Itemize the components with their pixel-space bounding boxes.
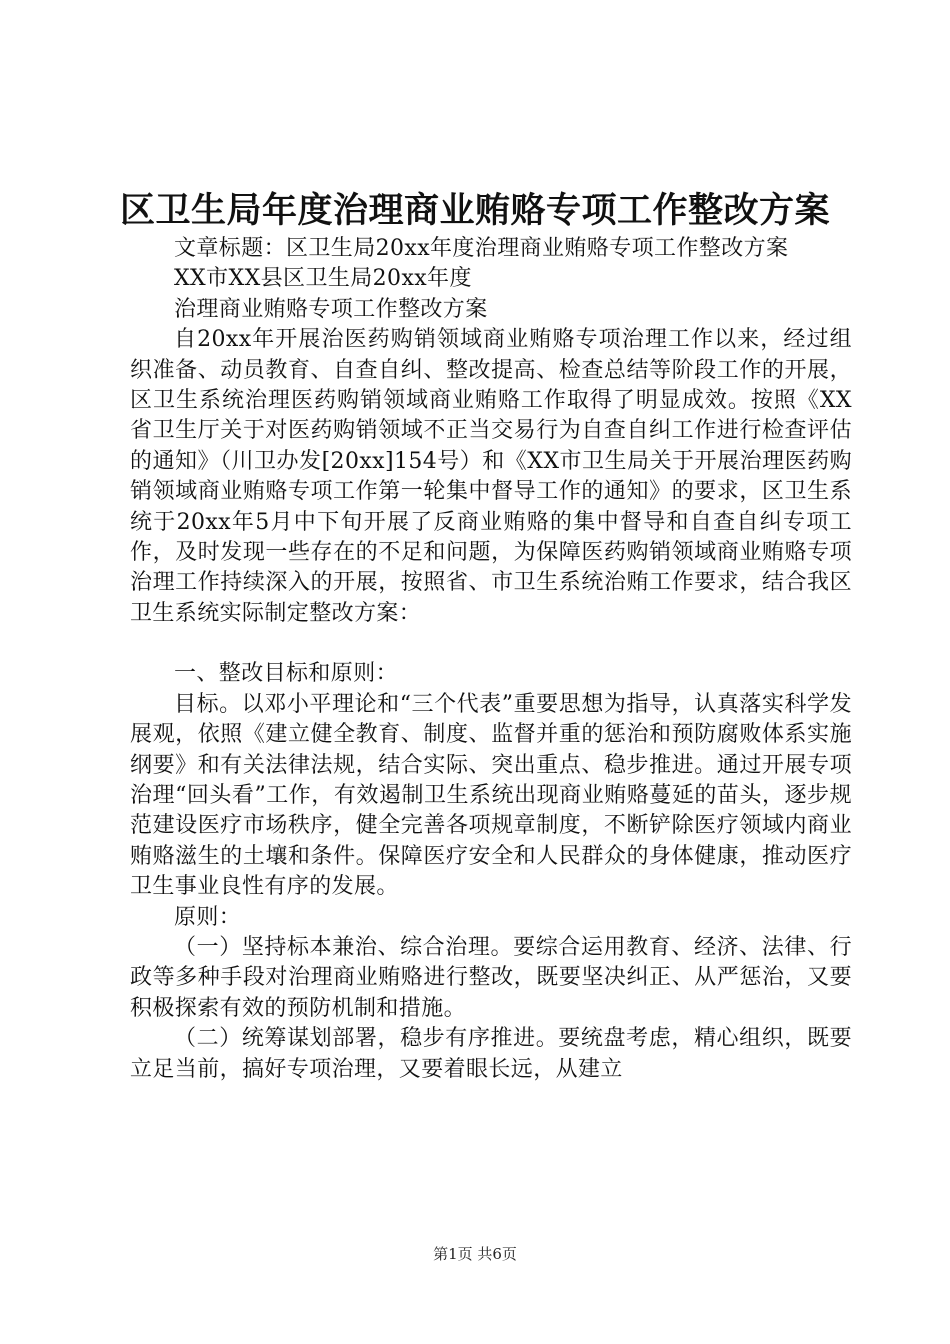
section-heading: 一、整改目标和原则： <box>174 661 399 687</box>
article-title-line: 文章标题：区卫生局20xx年度治理商业贿赂专项工作整改方案 <box>174 236 789 261</box>
issuer-line: XX市XX县区卫生局20xx年度 <box>174 266 472 292</box>
principle-1-paragraph: （一）坚持标本兼治、综合治理。要综合运用教育、经济、法律、行政等多种手段对治理商业贿赂进行整改，既要坚决纠正、从严惩治，又要积极探索有效的预防机制和措施。 <box>130 934 852 1021</box>
document-body <box>130 234 852 1085</box>
intro-paragraph: 自20xx年开展治医药购销领域商业贿赂专项治理工作以来，经过组织准备、动员教育、自查自纠、整改提高、检查总结等阶段工作的开展，区卫生系统治理医药购销领域商业贿赂工作取得了明显成效。按照《XX省卫生厅关于对医药购销领域不正当交易行为自查自纠工作进行检查评估的通知》（川卫办发[20xx]154号）和《XX市卫生局关于开展治理医药购销领域商业贿赂专项工作第一轮集中督导工作的通知》的要求，区卫生系统于20xx年5月中下旬开展了反商业贿赂的集中督导和自查自纠专项工作，及时发现一些存在的不足和问题，为保障医药购销领域商业贿赂专项治理工作持续深入的开展，按照省、市卫生系统治贿工作要求，结合我区卫生系统实际制定整改方案： <box>130 327 852 626</box>
principle-2-paragraph: （二）统筹谋划部署，稳步有序推进。要统盘考虑，精心组织，既要立足当前，搞好专项治理，又要着眼长远，从建立 <box>130 1026 852 1082</box>
principles-label: 原则： <box>174 904 242 930</box>
goal-paragraph: 目标。以邓小平理论和“三个代表”重要思想为指导，认真落实科学发展观，依照《建立健全教育、制度、监督并重的惩治和预防腐败体系实施纲要》和有关法律法规，结合实际、突出重点、稳步推进。通过开展专项治理“回头看”工作，有效遏制卫生系统出现商业贿赂蔓延的苗头，逐步规范建设医疗市场秩序，健全完善各项规章制度，不断铲除医疗领域内商业贿赂滋生的土壤和条件。保障医疗安全和人民群众的身体健康，推动医疗卫生事业良性有序的发展。 <box>130 691 852 900</box>
page-number-footer: 第1页 共6页 <box>433 1245 517 1263</box>
subtitle-line: 治理商业贿赂专项工作整改方案 <box>174 296 488 322</box>
document-title: 区卫生局年度治理商业贿赂专项工作整改方案 <box>119 190 830 231</box>
